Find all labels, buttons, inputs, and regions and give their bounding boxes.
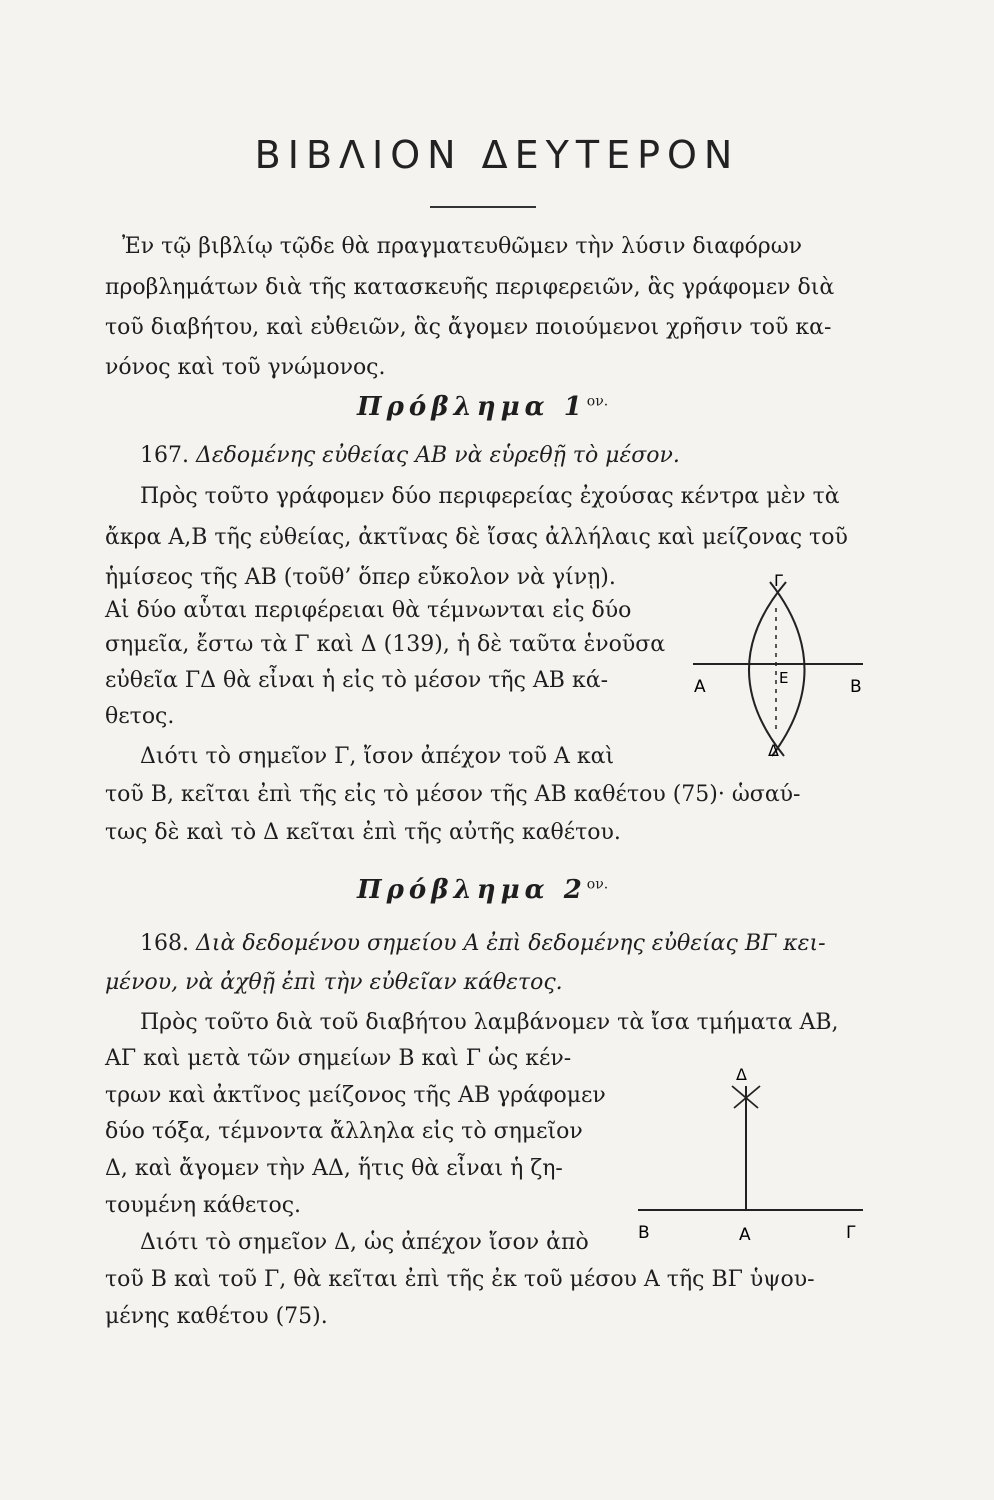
body-line: δύο τόξα, τέμνοντα ἄλληλα εἰς τὸ σημεῖον: [105, 1119, 583, 1144]
body-line: τρων καὶ ἀκτῖνος μείζονος τῆς ΑΒ γράφομεν: [105, 1083, 606, 1108]
figure-perpendicular: [628, 1058, 878, 1248]
body-line: Πρὸς τοῦτο γράφομεν δύο περιφερείας ἐχούσας κέντρα μὲν τὰ: [140, 484, 840, 509]
body-line: σημεῖα, ἔστω τὰ Γ καὶ Δ (139), ἡ δὲ ταῦτα ἑνοῦσα: [105, 632, 666, 657]
body-line: εὐθεῖα ΓΔ θὰ εἶναι ἡ εἰς τὸ μέσον τῆς ΑΒ κά-: [105, 668, 609, 693]
body-line: Πρὸς τοῦτο διὰ τοῦ διαβήτου λαμβάνομεν τὰ ἴσα τμήματα ΑΒ,: [140, 1010, 839, 1035]
book-title: ΒΙΒΛΙΟΝ ΔΕΥΤΕΡΟΝ: [254, 133, 740, 177]
label-a: Α: [694, 677, 706, 697]
body-line: ΑΓ καὶ μετὰ τῶν σημείων Β καὶ Γ ὡς κέν-: [105, 1046, 572, 1071]
problem-2-heading-text: Πρόβλημα 2: [357, 875, 587, 905]
title-rule: [430, 206, 536, 208]
proof-line: τοῦ Β, κεῖται ἐπὶ τῆς εἰς τὸ μέσον τῆς ΑΒ καθέτου (75)· ὡσαύ-: [105, 782, 801, 807]
body-line: ἡμίσεος τῆς ΑΒ (τοῦθ’ ὅπερ εὔκολον νὰ γίνῃ).: [105, 565, 616, 590]
problem-statement-cont: μένου, νὰ ἀχθῇ ἐπὶ τὴν εὐθεῖαν κάθετος.: [105, 970, 563, 995]
problem-statement: Διὰ δεδομένου σημείου Α ἐπὶ δεδομένης εὐθείας ΒΓ κει-: [195, 931, 826, 956]
problem-statement: Δεδομένης εὐθείας ΑΒ νὰ εὑρεθῇ τὸ μέσον.: [195, 443, 680, 468]
label-b: Β: [638, 1223, 650, 1243]
intro-line: Ἐν τῷ βιβλίῳ τῷδε θὰ πραγματευθῶμεν τὴν λύσιν διαφόρων: [122, 234, 803, 259]
problem-2-heading-sup: ον.: [586, 876, 609, 893]
problem-1-heading-sup: ον.: [586, 393, 609, 410]
label-d: Δ: [768, 741, 779, 760]
section-168: [140, 929, 826, 959]
proof-line: Διότι τὸ σημεῖον Δ, ὡς ἀπέχον ἴσον ἀπὸ: [140, 1230, 589, 1255]
label-b: Β: [850, 677, 862, 697]
section-number: 168.: [140, 931, 189, 956]
proof-line: τως δὲ καὶ τὸ Δ κεῖται ἐπὶ τῆς αὐτῆς καθέτου.: [105, 820, 621, 845]
problem-1-heading-text: Πρόβλημα 1: [357, 392, 587, 422]
label-g: Γ: [774, 571, 783, 590]
intro-line: προβλημάτων διὰ τῆς κατασκευῆς περιφερειῶν, ἃς γράφομεν διὰ: [105, 275, 835, 300]
label-d: Δ: [736, 1065, 747, 1084]
problem-2-heading: [357, 875, 608, 905]
label-g: Γ: [846, 1223, 856, 1243]
section-number: 167.: [140, 443, 189, 468]
body-line: Αἱ δύο αὗται περιφέρειαι θὰ τέμνωνται εἰς δύο: [105, 598, 632, 623]
proof-line: τοῦ Β καὶ τοῦ Γ, θὰ κεῖται ἐπὶ τῆς ἐκ τοῦ μέσου Α τῆς ΒΓ ὑψου-: [105, 1267, 815, 1292]
body-line: ἄκρα Α,Β τῆς εὐθείας, ἀκτῖνας δὲ ἴσας ἀλλήλαις καὶ μείζονας τοῦ: [105, 525, 848, 550]
intro-line: νόνος καὶ τοῦ γνώμονος.: [105, 355, 386, 380]
section-167: [140, 441, 680, 471]
body-line: τουμένη κάθετος.: [105, 1193, 302, 1218]
proof-line: Διότι τὸ σημεῖον Γ, ἴσον ἀπέχον τοῦ Α καὶ: [140, 744, 615, 769]
label-a: Α: [739, 1225, 751, 1245]
body-line: θετος.: [105, 704, 175, 729]
intro-line: τοῦ διαβήτου, καὶ εὐθειῶν, ἃς ἄγομεν ποιούμενοι χρῆσιν τοῦ κα-: [105, 315, 832, 340]
figure-midpoint: [688, 568, 888, 768]
body-line: Δ, καὶ ἄγομεν τὴν ΑΔ, ἥτις θὰ εἶναι ἡ ζη-: [105, 1156, 563, 1181]
proof-line: μένης καθέτου (75).: [105, 1304, 328, 1329]
problem-1-heading: [357, 392, 608, 422]
label-e: Ε: [779, 669, 789, 687]
